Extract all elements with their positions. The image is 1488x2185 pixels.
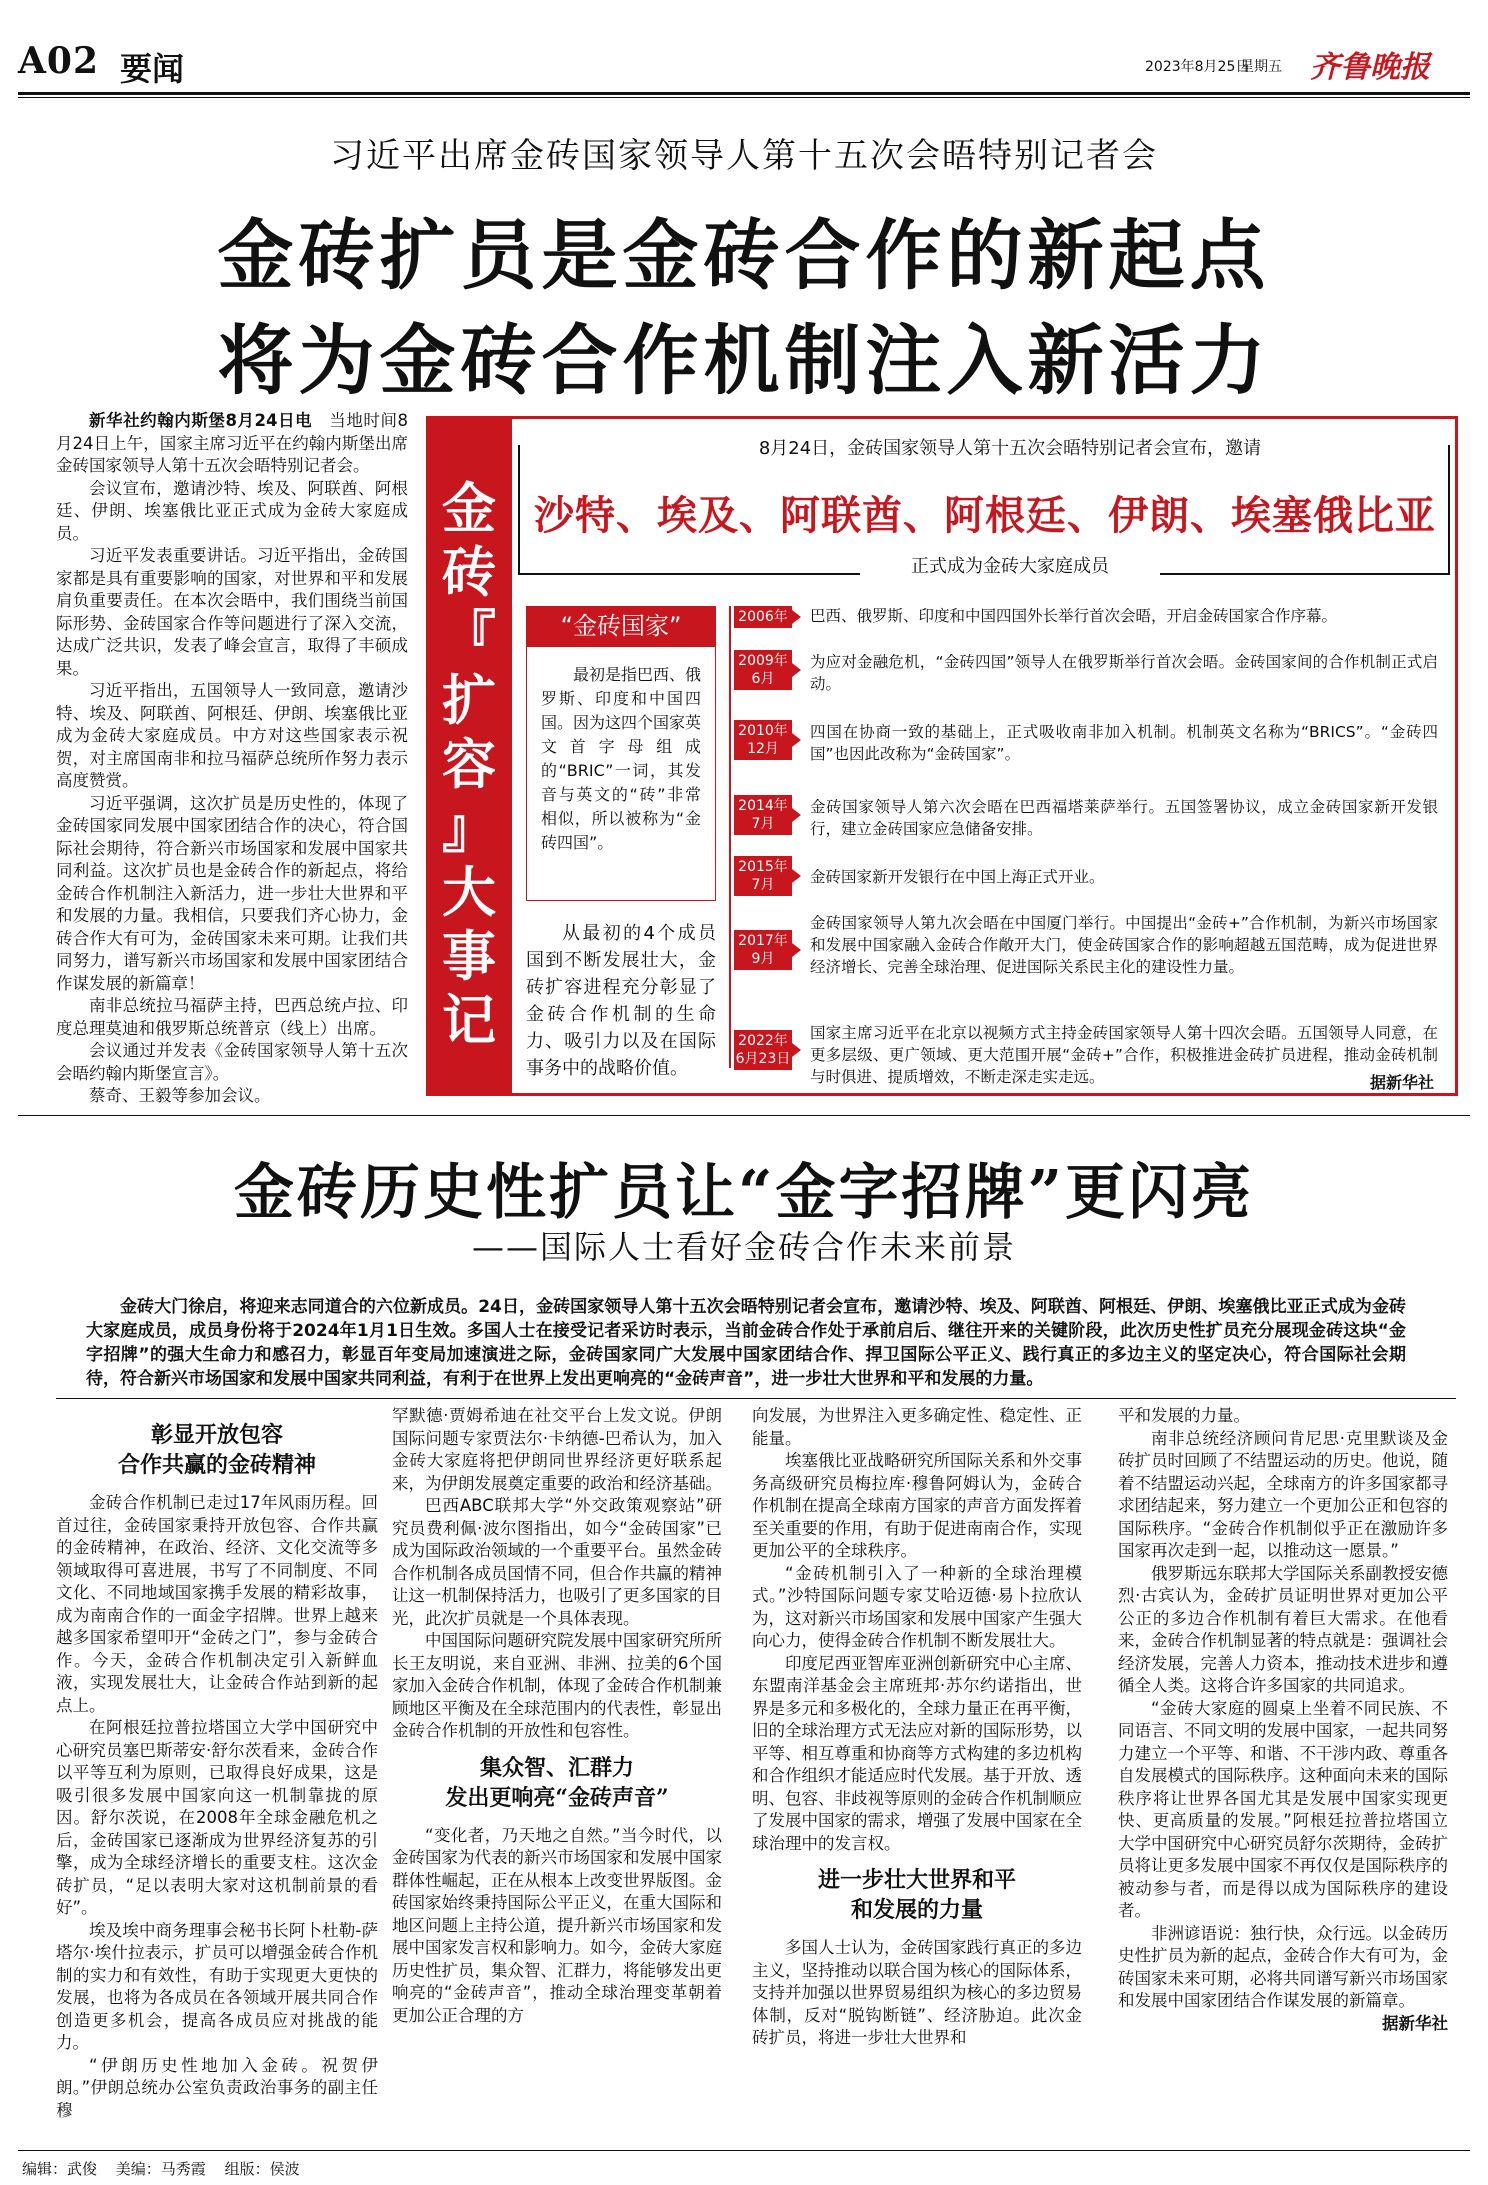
issue-weekday: 星期五: [1240, 59, 1282, 75]
timeline-event: 巴西、俄罗斯、印度和中国四国外长举行首次会晤，开启金砖国家合作序幕。: [810, 607, 1338, 625]
headline-kicker: 习近平出席金砖国家领导人第十五次会晤特别记者会: [330, 136, 1158, 176]
column-paragraph: 多国人士认为，金砖国家践行真正的多边主义，坚持推动以联合国为核心的国际体系，支持并加强以世界贸易组织为核心的多边贸易体制，反对“脱钩断链”、经济胁迫。此次金砖扩员，将进一步壮大世界和: [752, 1938, 1082, 2047]
credit-proof: 组版：侯波: [224, 2160, 300, 2178]
credit-editor: 编辑：武俊: [22, 2160, 98, 2178]
timeline-source: 据新华社: [1370, 1073, 1435, 1092]
side-title-char: 』: [442, 796, 496, 860]
headline-line-2: 将为金砖合作机制注入新活力: [217, 316, 1271, 405]
feature-column-4: [1118, 1405, 1448, 2035]
timeline-event: 金砖国家领导人第六次会晤在巴西福塔莱萨举行。五国签署协议，成立金砖国家新开发银行，建立金砖国家应急储备安排。: [810, 798, 1438, 838]
side-title-char: 『: [442, 604, 496, 668]
feature-source: 据新华社: [1382, 2013, 1448, 2033]
credit-art: 美编：马秀霞: [115, 2160, 206, 2178]
column-subhead: 进一步壮大世界和平 和发展的力量: [817, 1867, 1016, 1923]
column-paragraph: 印度尼西亚智库亚洲创新研究中心主席、东盟南洋基金会主席班邦·苏尔约诺指出，世界是多元和多极化的，全球力量正在再平衡，旧的全球治理方式无法应对新的国际形势，以平等、相互尊重和协商等方式构建的多边机构和合作组织才能适应时代发展。基于开放、透明、包容、非歧视等原则的金砖合作机制顺应了发展中国家的需求，增强了发展中国家在全球治理中的发言权。: [752, 1653, 1082, 1853]
column-paragraph: 罕默德·贾姆希迪在社交平台上发文说。伊朗国际问题专家贾法尔·卡纳德-巴希认为，加入金砖大家庭将把伊朗同世界经济更好联系起来，为伊朗发展奠定重要的政治和经济基础。: [392, 1406, 722, 1493]
newspaper-logo: 齐鲁晚报: [1310, 50, 1430, 85]
lead-paragraph: 蔡奇、王毅等参加会议。: [89, 1086, 271, 1105]
column-subhead: 集众智、汇群力 发出更响亮“金砖声音”: [445, 1754, 669, 1811]
lead-paragraph: 会议宣布，邀请沙特、埃及、阿联酋、阿根廷、伊朗、埃塞俄比亚正式成为金砖大家庭成员。: [56, 478, 408, 543]
side-title-char: 事: [442, 924, 496, 988]
timeline-event: 四国在协商一致的基础上，正式吸收南非加入机制。机制英文名称为“BRICS”。“金砖四国”也因此改称为“金砖国家”。: [810, 723, 1438, 763]
timeline-side-title: [426, 416, 512, 1096]
announcement-intro: 8月24日，金砖国家领导人第十五次会晤特别记者会宣布，邀请: [660, 434, 1360, 460]
feature-column-3: [752, 1405, 1082, 2050]
summary-text: 从最初的4个成员国到不断发展壮大，金砖扩容进程充分彰显了金砖合作机制的生命力、吸引力以及在国际事务中的战略价值。: [526, 923, 716, 1079]
timeline-year: 2010年 12月: [734, 720, 792, 760]
column-subhead: 彰显开放包容 合作共赢的金砖精神: [117, 1422, 316, 1478]
side-title-char: 容: [442, 732, 496, 796]
section-divider: [18, 1115, 1470, 1116]
page-code: A02: [18, 40, 100, 82]
column-paragraph: 中国国际问题研究院发展中国家研究所所长王友明说，来自亚洲、非洲、拉美的6个国家加入金砖合作机制，体现了金砖合作机制兼顾地区平衡及在全球范围内的代表性，彰显出金砖合作机制的开放性和包容性。: [392, 1631, 722, 1740]
timeline-year: 2006年: [734, 606, 792, 628]
lead-paragraph: 当地时间8月24日上午，国家主席习近平在约翰内斯堡出席金砖国家领导人第十五次会晤特别记者会。: [56, 411, 408, 475]
page-credits: [22, 2158, 314, 2179]
header-rule: [18, 92, 1470, 95]
lead-paragraph: 习近平强调，这次扩员是历史性的，体现了金砖国家同发展中国家团结合作的决心，符合国际社会期待，符合新兴市场国家和发展中国家共同利益。这次扩员也是金砖合作的新起点，将给金砖合作机制注入新活力，进一步壮大世界和平和发展的力量。我相信，只要我们齐心协力，金砖合作大有可为，金砖国家未来可期。让我们共同努力，谱写新兴市场国家和发展中国家团结合作谋发展的新篇章！: [56, 793, 408, 993]
feature-lead-text: 金砖大门徐启，将迎来志同道合的六位新成员。24日，金砖国家领导人第十五次会晤特别记者会宣布，邀请沙特、埃及、阿联酋、阿根廷、伊朗、埃塞俄比亚正式成为金砖大家庭成员，成员身份将于2024年1月1日生效。多国人士在接受记者采访时表示，当前金砖合作处于承前启后、继往开来的关键阶段，此次历史性扩员充分展现金砖这块“金字招牌”的强大生命力和感召力，彰显百年变局加速演进之际，金砖国家同广大发展中国家团结合作、捍卫国际公平正义、践行真正的多边主义的坚定决心，符合国际社会期待，符合新兴市场国家和发展中国家共同利益，有利于在世界上发出更响亮的“金砖声音”，进一步壮大世界和平和发展的力量。: [86, 1297, 1406, 1389]
column-paragraph: 巴西ABC联邦大学“外交政策观察站”研究员费利佩·波尔图指出，如今“金砖国家”已成为国际政治领域的一个重要平台。虽然金砖合作机制各成员国情不同，但合作共赢的精神让这一机制保持活力，也吸引了更多国家的目光，此次扩员就是一个具体表现。: [392, 1496, 722, 1628]
column-paragraph: “金砖机制引入了一种新的全球治理模式。”沙特国际问题专家艾哈迈德·易卜拉欣认为，这对新兴市场国家和发展中国家产生强大向心力，使得金砖合作机制不断发展壮大。: [752, 1563, 1082, 1650]
side-title-char: 金: [442, 476, 496, 540]
column-paragraph: 南非总统经济顾问肯尼思·克里默谈及金砖扩员时回顾了不结盟运动的历史。他说，随着不结盟运动兴起，全球南方的许多国家都寻求团结起来，努力建立一个更加公正和包容的国际秩序。“金砖合作机制似乎正在激励许多国家再次走到一起，以推动这一愿景。”: [1118, 1428, 1448, 1560]
timeline-event: 金砖国家新开发银行在中国上海正式开业。: [810, 868, 1105, 886]
side-title-char: 大: [442, 860, 496, 924]
lead-article: [56, 410, 408, 1108]
timeline-year: 2017年 9月: [734, 930, 792, 970]
timeline-axis: [729, 606, 731, 1068]
headline-line-1: 金砖扩员是金砖合作的新起点: [217, 211, 1271, 300]
glossary-text: 最初是指巴西、俄罗斯、印度和中国四国。因为这四个国家英文首字母组成的“BRIC”一词，其发音与英文的“砖”非常相似，所以被称为“金砖四国”。: [541, 665, 702, 852]
header-rule-thin: [18, 97, 1470, 98]
column-paragraph: “伊朗历史性地加入金砖。祝贺伊朗。”伊朗总统办公室负责政治事务的副主任穆: [56, 2055, 378, 2120]
column-paragraph: 埃塞俄比亚战略研究所国际关系和外交事务高级研究员梅拉库·穆鲁阿姆认为，金砖合作机制在提高全球南方国家的声音方面发挥着至关重要的作用，有助于促进南南合作，实现更加公平的全球秩序。: [752, 1451, 1082, 1560]
issue-date: 2023年8月25日: [1145, 59, 1250, 75]
column-paragraph: 埃及埃中商务理事会秘书长阿卜杜勒-萨塔尔·埃什拉表示，扩员可以增强金砖合作机制的实力和有效性，有助于实现更大更快的发展，也将为各成员在各领域开展共同合作创造更多机会，提高各成员应对挑战的能力。: [56, 1920, 378, 2052]
new-member-countries: 沙特、埃及、阿联酋、阿根廷、伊朗、埃塞俄比亚: [534, 492, 1436, 539]
timeline-event: 为应对金融危机，“金砖四国”领导人在俄罗斯举行首次会晤。金砖国家间的合作机制正式启动。: [810, 653, 1438, 693]
lead-divider: [56, 1398, 1456, 1399]
timeline-year: 2015年 7月: [734, 856, 792, 896]
lead-paragraph: 习近平指出，五国领导人一致同意，邀请沙特、埃及、阿联酋、阿根廷、伊朗、埃塞俄比亚成为金砖大家庭成员。中方对这些国家表示祝贺，对主席国南非和拉马福萨总统所作努力表示高度赞赏。: [56, 681, 408, 790]
feature-subtitle: ——国际人士看好金砖合作未来前景: [471, 1228, 1016, 1266]
footer-rule: [18, 2150, 1470, 2151]
column-paragraph: “变化者，乃天地之自然。”当今时代，以金砖国家为代表的新兴市场国家和发展中国家群体性崛起，正在从根本上改变世界版图。金砖国家始终秉持国际公平正义，在重大国际和地区问题上主持公道，提升新兴市场国家和发展中国家发言权和影响力。如今，金砖大家庭历史性扩员，集众智、汇群力，将能够发出更响亮的“金砖声音”，推动全球治理变革朝着更加公正合理的方: [392, 1825, 722, 2025]
glossary-box: [526, 646, 716, 901]
timeline-year: 2014年 7月: [734, 795, 792, 835]
feature-lead: [86, 1295, 1406, 1391]
lead-paragraph: 习近平发表重要讲话。习近平指出，金砖国家都是具有重要影响的国家，对世界和平和发展肩负重要责任。在本次会晤中，我们围绕当前国际形势、金砖国家合作等问题进行了深入交流，达成广泛共识，发表了峰会宣言，取得了丰硕成果。: [56, 546, 408, 678]
feature-column-2: [392, 1405, 722, 2027]
column-paragraph: 非洲谚语说：独行快，众行远。以金砖历史性扩员为新的起点，金砖合作大有可为，金砖国家未来可期，必将共同谱写新兴市场国家和发展中国家团结合作谋发展的新篇章。: [1118, 1923, 1448, 2010]
feature-title: 金砖历史性扩员让“金字招牌”更闪亮: [233, 1158, 1255, 1228]
timeline-event: 国家主席习近平在北京以视频方式主持金砖国家领导人第十四次会晤。五国领导人同意，在更多层级、更广领域、更大范围开展“金砖+”合作，积极推进金砖扩员进程，推动金砖机制与时俱进、提质增效，不断走深走实走远。: [810, 1024, 1438, 1086]
timeline-year: 2009年 6月: [734, 650, 792, 690]
side-title-char: 记: [442, 988, 496, 1052]
column-paragraph: 在阿根廷拉普拉塔国立大学中国研究中心研究员塞巴斯蒂安·舒尔茨看来，金砖合作以平等互利为原则，已取得良好成果，这是吸引很多发展中国家向这一机制靠拢的原因。舒尔茨说，在2008年全球金融危机之后，金砖国家已逐渐成为世界经济复苏的引擎，成为全球经济增长的重要支柱。这次金砖扩员，“足以表明大家对这机制前景的看好”。: [56, 1718, 378, 1917]
timeline-event: 金砖国家领导人第九次会晤在中国厦门举行。中国提出“金砖+”合作机制，为新兴市场国家和发展中国家融入金砖合作敞开大门，使金砖国家合作的影响超越五国范畴，成为促进世界经济增长、完善全球治理、促进国际关系民主化的建设性力量。: [810, 914, 1438, 976]
side-title-char: 砖: [442, 540, 496, 604]
column-paragraph: 金砖合作机制已走过17年风雨历程。回首过往，金砖国家秉持开放包容、合作共赢的金砖精神，在政治、经济、文化交流等多领域取得可喜进展，书写了不同制度、不同文化、不同地域国家携手发展的精彩故事，成为南南合作的一面金字招牌。世界上越来越多国家希望叩开“金砖之门”，参与金砖合作。今天，金砖合作机制决定引入新鲜血液，实现发展壮大，让金砖合作站到新的起点上。: [56, 1493, 378, 1715]
glossary-title: “金砖国家”: [526, 606, 716, 646]
timeline-summary: [526, 920, 716, 1082]
section-name: 要闻: [120, 50, 185, 88]
column-paragraph: “金砖大家庭的圆桌上坐着不同民族、不同语言、不同文明的发展中国家，一起共同努力建立一个平等、和谐、不干涉内政、尊重各自发展模式的国际秩序。这种面向未来的国际秩序将让世界各国尤其是发展中国家实现更快、更高质量的发展。”阿根廷拉普拉塔国立大学中国研究中心研究员舒尔茨期待，金砖扩员将让更多发展中国家不再仅仅是国际秩序的被动参与者，而是得以成为国际秩序的建设者。: [1118, 1698, 1448, 1920]
announcement-outro: 正式成为金砖大家庭成员: [860, 552, 1160, 578]
lead-dateline: 新华社约翰内斯堡8月24日电: [89, 411, 313, 430]
column-paragraph: 俄罗斯远东联邦大学国际关系副教授安德烈·古宾认为，金砖扩员证明世界对更加公平公正的多边合作机制有着巨大需求。在他看来，金砖合作机制显著的特点就是：强调社会经济发展，完善人力资本，推动技术进步和遵循全人类。这将合许多国家的共同追求。: [1118, 1563, 1448, 1695]
column-paragraph: 向发展，为世界注入更多确定性、稳定性、正能量。: [752, 1406, 1082, 1448]
side-title-char: 扩: [442, 668, 496, 732]
column-paragraph: 平和发展的力量。: [1118, 1406, 1250, 1425]
timeline-year: 2022年 6月23日: [734, 1030, 792, 1070]
feature-column-1: [56, 1410, 378, 2122]
lead-paragraph: 会议通过并发表《金砖国家领导人第十五次会晤约翰内斯堡宣言》。: [56, 1041, 408, 1083]
lead-paragraph: 南非总统拉马福萨主持，巴西总统卢拉、印度总理莫迪和俄罗斯总统普京（线上）出席。: [56, 996, 408, 1038]
